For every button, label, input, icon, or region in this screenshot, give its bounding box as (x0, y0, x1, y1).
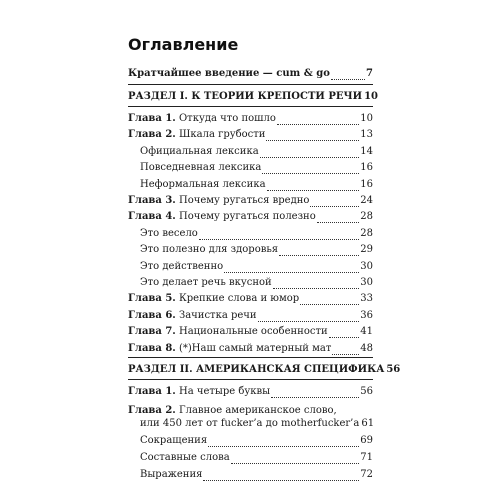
toc-entry-label: Это полезно для здоровья (140, 244, 279, 256)
divider (128, 357, 373, 358)
toc-chapter-prefix: Глава 2. (128, 405, 176, 416)
toc-page-number: 10 (360, 113, 373, 124)
toc-entry[interactable] (140, 435, 373, 447)
toc-entry[interactable] (140, 452, 373, 464)
toc-entry[interactable] (140, 179, 373, 191)
toc-entry-label: Крепкие слова и юмор (175, 293, 300, 305)
toc-page-number: 61 (361, 418, 375, 429)
leader-dots (260, 148, 360, 158)
toc-entry-label: Официальная лексика (140, 145, 259, 157)
toc-entry-label: Составные слова (140, 452, 230, 463)
toc-page-number: 7 (366, 68, 373, 79)
toc-page-number: 56 (386, 364, 401, 375)
toc-entry[interactable] (128, 113, 373, 125)
toc-page-number: 10 (364, 91, 378, 102)
toc-page-number: 16 (360, 178, 373, 190)
toc-entry-chapter-2-line1[interactable] (128, 405, 373, 417)
toc-entry[interactable] (128, 310, 373, 322)
toc-entry[interactable] (128, 129, 373, 141)
toc-page-number: 16 (360, 162, 373, 174)
divider (128, 84, 373, 85)
toc-chapter-prefix: Глава 1. (128, 386, 176, 397)
toc-entry-label: Повседневная лексика (140, 162, 262, 174)
toc-page-number: 13 (360, 129, 373, 141)
toc-entry-label: Это делает речь вкусной (140, 277, 272, 288)
toc-entry[interactable] (140, 244, 373, 256)
leader-dots (262, 164, 359, 174)
toc-entry-label: Национальные особенности (175, 326, 328, 338)
toc-entry-label: Выражения (140, 469, 203, 480)
toc-entry-label: Почему ругаться полезно (175, 211, 316, 223)
leader-dots (273, 279, 360, 289)
leader-dots (331, 70, 365, 80)
leader-dots (258, 312, 360, 322)
toc-entry[interactable] (128, 326, 373, 338)
toc-section-label: РАЗДЕЛ I. К ТЕОРИИ КРЕПОСТИ РЕЧИ (128, 91, 363, 102)
toc-page-number: 71 (360, 452, 373, 463)
leader-dots (199, 230, 359, 240)
toc-entry-chapter-2-line2[interactable] (140, 418, 373, 430)
toc-page-number: 41 (360, 326, 373, 338)
toc-page-number: 14 (360, 145, 373, 157)
toc-page-number: 69 (360, 435, 373, 446)
divider (128, 106, 373, 107)
toc-chapter-prefix: Глава 1. (128, 113, 176, 124)
leader-dots (231, 454, 360, 464)
toc-entry-label: Кратчайшее введение — cum & go (128, 68, 330, 79)
leader-dots (208, 437, 359, 447)
leader-dots (329, 328, 360, 338)
toc-section-1[interactable] (128, 91, 378, 103)
leader-dots (203, 471, 359, 481)
toc-page-number: 28 (360, 211, 373, 223)
toc-page-number: 29 (360, 244, 373, 256)
toc-chapter-prefix: Глава 6. (128, 309, 176, 321)
toc-entry-label: Неформальная лексика (140, 178, 266, 190)
toc-entry[interactable] (140, 228, 373, 240)
leader-dots (271, 388, 359, 398)
toc-entry[interactable] (128, 343, 373, 355)
toc-chapter-prefix: Глава 2. (128, 129, 176, 141)
toc-entry[interactable] (128, 386, 373, 398)
leader-dots (317, 213, 360, 223)
toc-page-number: 33 (360, 293, 373, 305)
page-title: Оглавление (128, 35, 239, 54)
toc-entry-label: (*)Наш самый матерный мат (175, 342, 332, 354)
toc-entry-label: Сокращения (140, 435, 208, 446)
toc-entry[interactable] (140, 261, 373, 273)
toc-page-number: 30 (360, 260, 373, 272)
toc-entry[interactable] (128, 211, 373, 223)
leader-dots (300, 295, 359, 305)
toc-chapter-prefix: Глава 4. (128, 211, 176, 223)
divider (128, 379, 373, 380)
leader-dots (266, 131, 359, 141)
toc-chapter-prefix: Глава 8. (128, 342, 176, 354)
toc-page-number: 36 (360, 309, 373, 321)
toc-chapter-prefix: Глава 5. (128, 293, 176, 305)
leader-dots (267, 181, 360, 191)
toc-entry-label: Зачистка речи (175, 309, 257, 321)
leader-dots (224, 263, 359, 273)
leader-dots (310, 197, 359, 207)
toc-entry-label: Откуда что пошло (175, 113, 276, 124)
toc-chapter-prefix: Глава 7. (128, 326, 176, 338)
toc-entry[interactable] (140, 469, 373, 481)
toc-entry-label: Почему ругаться вредно (175, 195, 310, 206)
toc-page-number: 48 (360, 342, 373, 354)
toc-entry-label: Главное американское слово, (175, 405, 337, 416)
toc-page-number: 28 (360, 227, 373, 239)
toc-page-number: 72 (360, 469, 373, 480)
toc-entry-label: Это весело (140, 227, 198, 239)
toc-entry-label: или 450 лет от fucker’а до motherfucker’а (140, 418, 360, 429)
toc-entry-label: Это действенно (140, 260, 224, 272)
toc-section-label: РАЗДЕЛ II. АМЕРИКАНСКАЯ СПЕЦИФИКА (128, 364, 385, 375)
toc-entry[interactable] (128, 195, 373, 207)
toc-page-number: 30 (360, 277, 373, 288)
toc-page-number: 24 (360, 195, 373, 206)
toc-section-2[interactable] (128, 364, 401, 376)
toc-entry[interactable] (140, 162, 373, 174)
toc-entry-intro[interactable] (128, 68, 373, 80)
leader-dots (279, 246, 359, 256)
leader-dots (277, 115, 359, 125)
toc-entry[interactable] (140, 277, 373, 289)
toc-page-number: 56 (360, 386, 373, 397)
toc-chapter-prefix: Глава 3. (128, 195, 176, 206)
leader-dots (332, 345, 359, 355)
toc-entry-label: На четыре буквы (175, 386, 271, 397)
toc-entry-label: Шкала грубости (175, 129, 266, 141)
toc-entry[interactable] (140, 146, 373, 158)
toc-entry[interactable] (128, 293, 373, 305)
